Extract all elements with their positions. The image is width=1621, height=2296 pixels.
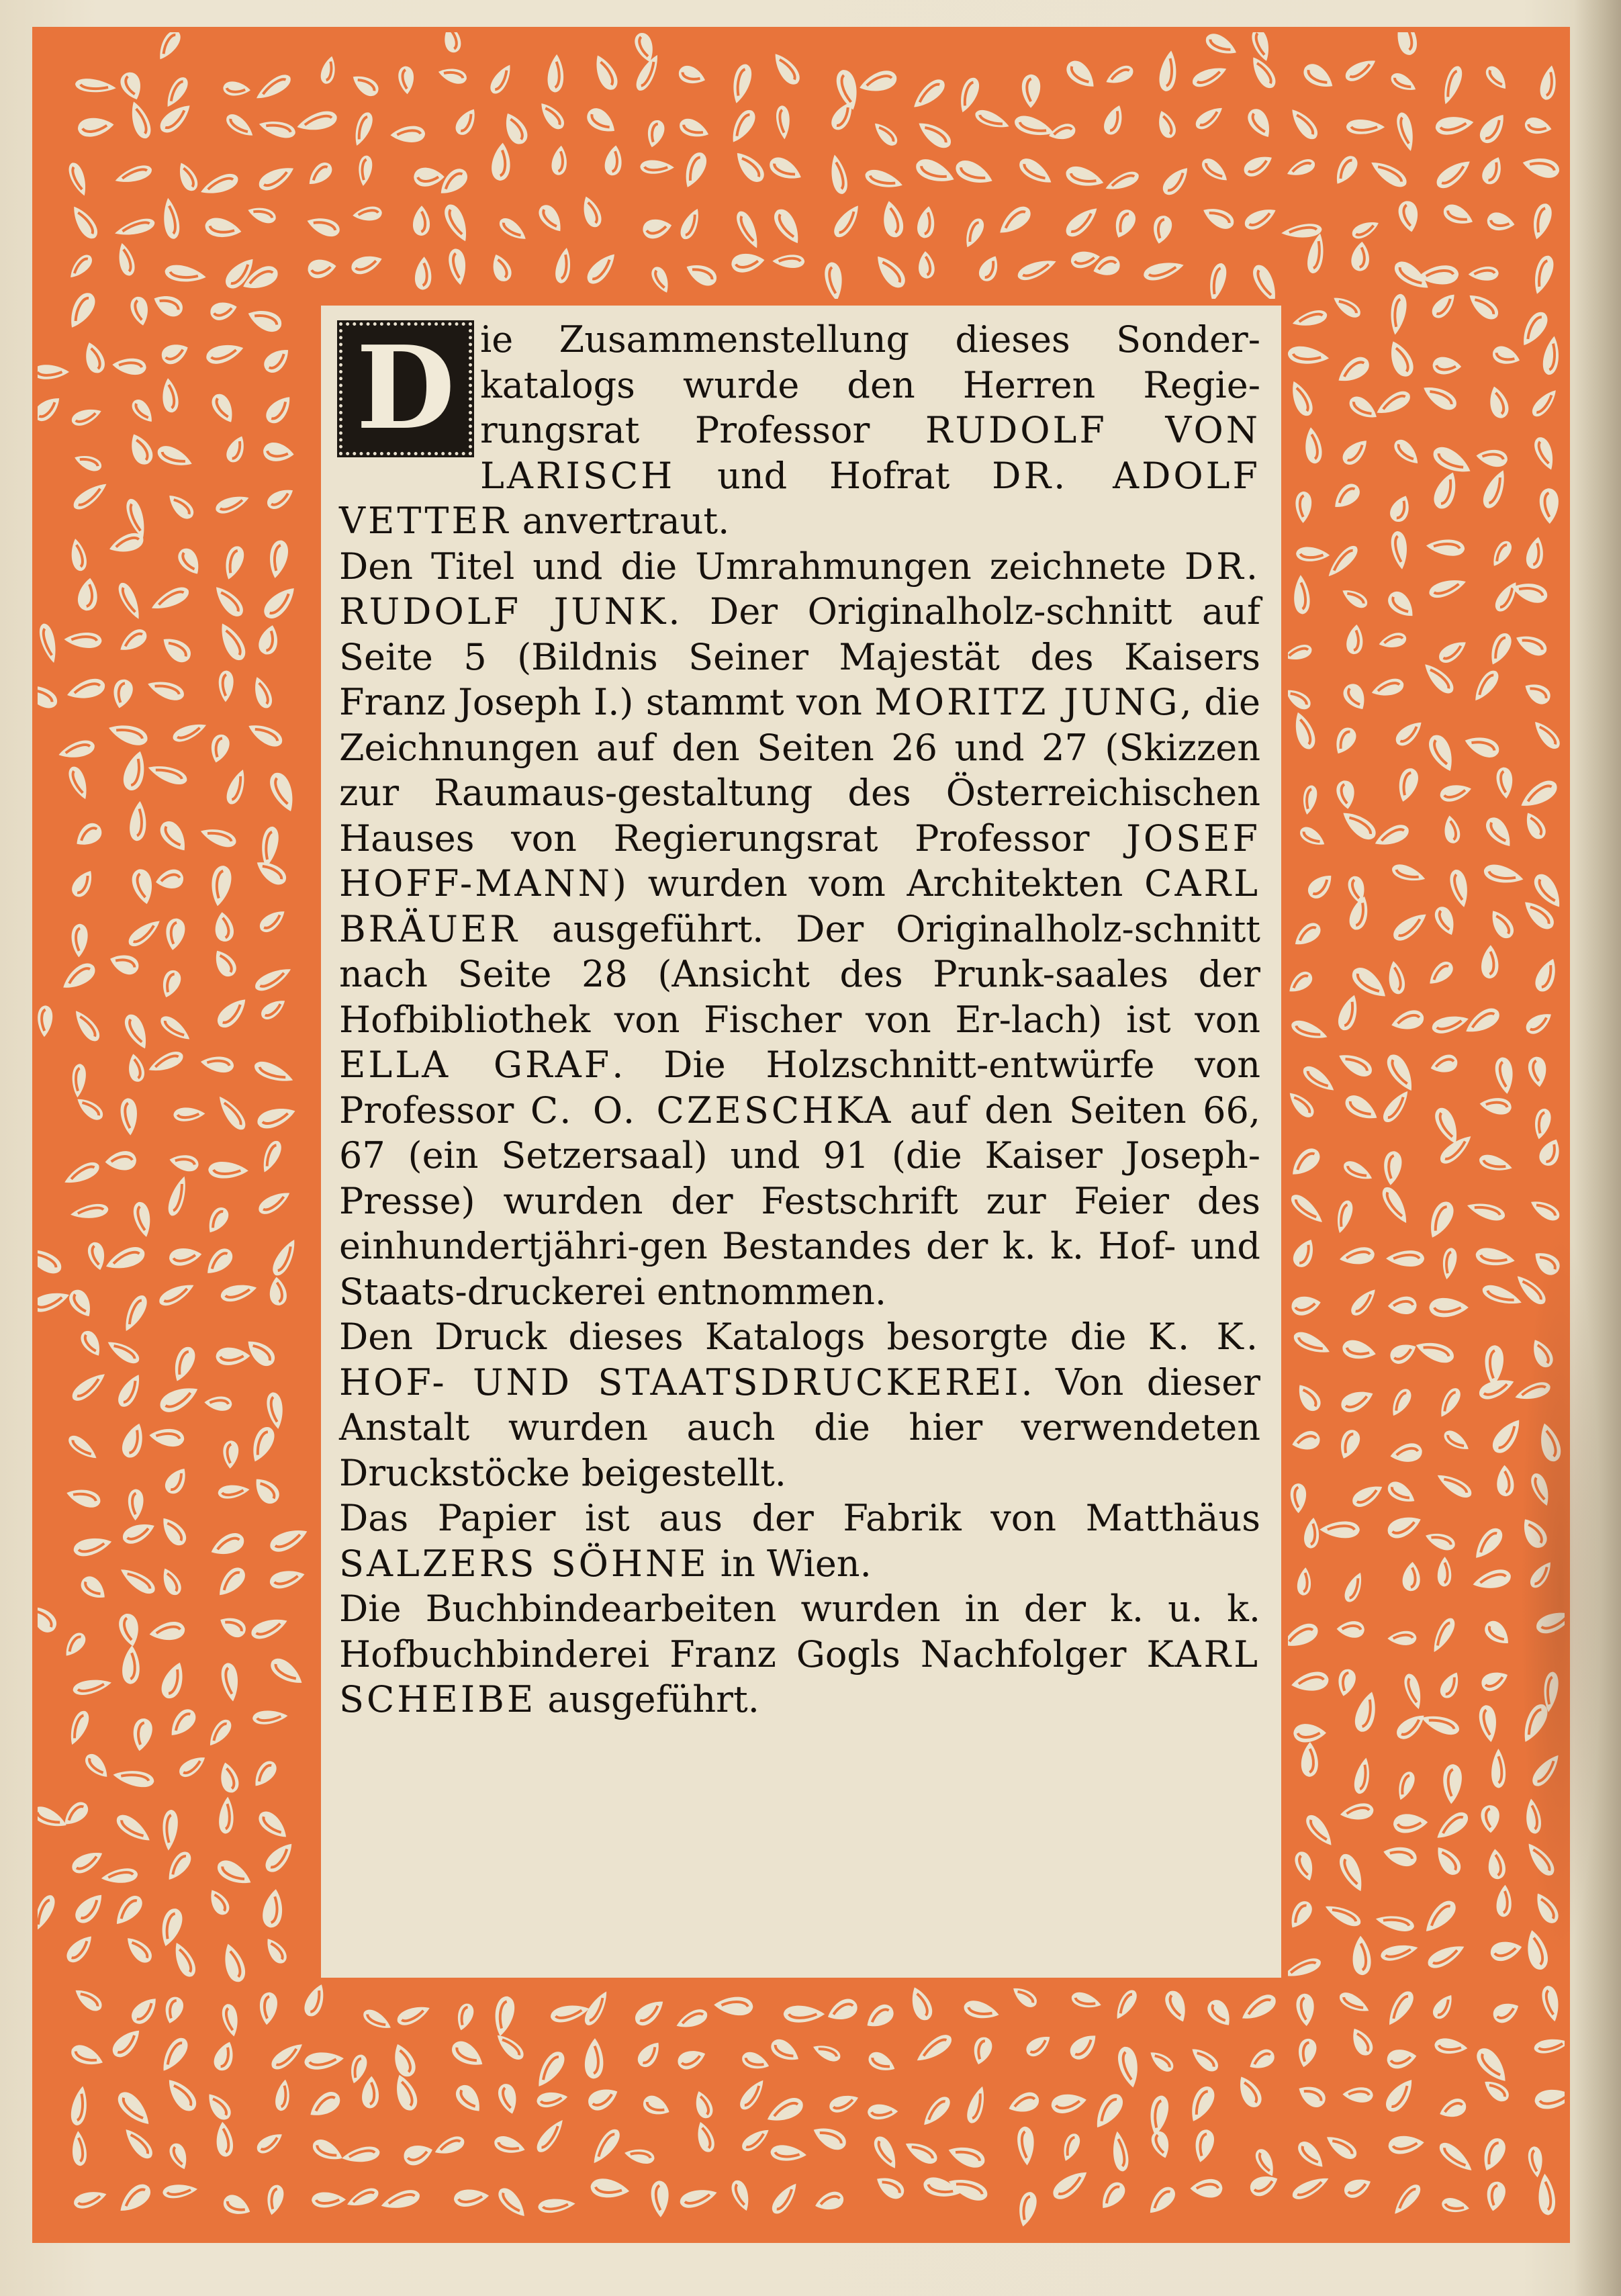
name-caps: DR. ADOLF VETTER	[339, 454, 1260, 542]
paragraph	[339, 1586, 1260, 1723]
text-run: in Wien.	[708, 1542, 872, 1585]
text-run: , die Zeichnungen auf den Seiten 26 und 27 (Skizzen zur Raumaus-gestaltung des Österreichischen Hauses von Regierungsrat Professor	[339, 681, 1260, 860]
text-run: Das Papier ist aus der Fabrik von Matthäus	[339, 1497, 1260, 1539]
text-run: Den Titel und die Umrahmungen zeichnete	[339, 545, 1185, 588]
name-caps: SALZERS SÖHNE	[339, 1542, 709, 1585]
text-run: ausgeführt. Der Originalholz-schnitt nach Seite 28 (Ansicht des Prunk-saales der Hofbibliothek von Fischer von Er-lach) ist von	[339, 907, 1260, 1041]
page-edge-shadow	[1574, 0, 1621, 2296]
paragraph	[339, 1314, 1260, 1496]
name-caps: KARL SCHEIBE	[339, 1633, 1260, 1720]
paragraph	[339, 544, 1260, 1315]
colophon-text	[339, 317, 1260, 1723]
text-run: ) wurden vom Architekten	[612, 862, 1145, 905]
name-caps: CARL BRÄUER	[339, 862, 1260, 950]
text-run: ie Zusammenstellung dieses Sonder-katalogs wurde den Herren Regie-rungsrat Professor	[480, 318, 1260, 451]
text-run: und Hofrat	[675, 454, 992, 497]
text-run: Den Druck dieses Katalogs besorgte die	[339, 1316, 1148, 1358]
name-caps: K. K. HOF- UND STAATSDRUCKEREI	[339, 1316, 1260, 1404]
text-run: . Der Originalholz-schnitt auf Seite 5 (Bildnis Seiner Majestät des Kaisers Franz Joseph I.) stammt von	[339, 590, 1260, 723]
name-caps: MORITZ JUNG	[874, 681, 1180, 723]
name-caps: C. O. CZESCHKA	[530, 1089, 894, 1132]
text-run: . Die Holzschnitt-entwürfe von Professor	[339, 1044, 1260, 1132]
text-run: auf den Seiten 66, 67 (ein Setzersaal) und 91 (die Kaiser Joseph-Presse) wurden der Festschrift zur Feier des einhundertjähri-gen Bestandes der k. k. Hof- und Staats-druckerei entnommen.	[339, 1089, 1261, 1313]
drop-cap: D	[339, 322, 472, 455]
name-caps: JOSEF HOFF-MANN	[339, 817, 1260, 905]
paragraph	[339, 1496, 1260, 1586]
paragraph	[339, 317, 1260, 544]
name-caps: RUDOLF VON LARISCH	[480, 409, 1260, 497]
text-run: ausgeführt.	[536, 1678, 759, 1720]
name-caps: DR. RUDOLF JUNK	[339, 545, 1260, 633]
text-run: . Von dieser Anstalt wurden auch die hier verwendeten Druckstöcke beigestellt.	[339, 1361, 1260, 1494]
text-run: Die Buchbindearbeiten wurden in der k. u. k. Hofbuchbinderei Franz Gogls Nachfolger	[339, 1588, 1260, 1675]
text-run: anvertraut.	[510, 500, 730, 542]
name-caps: ELLA GRAF	[339, 1044, 612, 1086]
